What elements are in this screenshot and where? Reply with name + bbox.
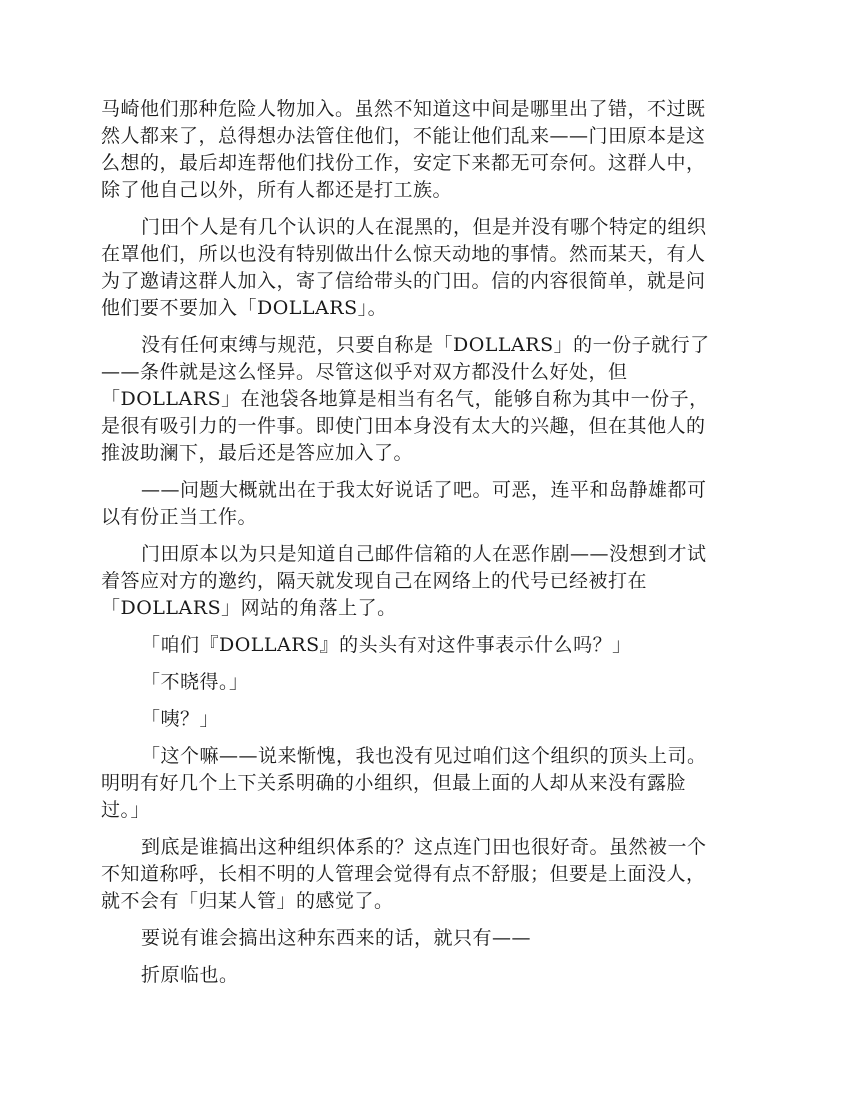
text-line: 马崎他们那种危险人物加入。虽然不知道这中间是哪里出了错，不过既 — [101, 98, 706, 120]
text-line: 明明有好几个上下关系明确的小组织，但最上面的人却从来没有露脸 — [101, 772, 687, 794]
text-line: 门田个人是有几个认识的人在混黑的，但是并没有哪个特定的组织 — [141, 216, 707, 238]
text-line: 着答应对方的邀约，隔天就发现自己在网络上的代号已经被打在 — [101, 570, 648, 592]
text-line: 「DOLLARS」在池袋各地算是相当有名气，能够自称为其中一份子， — [101, 388, 709, 410]
dialogue-line — [101, 669, 749, 696]
text-line: 过。」 — [101, 799, 151, 821]
paragraph — [101, 962, 749, 989]
text-line: 「咦？」 — [141, 708, 220, 730]
text-line: 「DOLLARS」网站的角落上了。 — [101, 597, 397, 619]
text-line: 不知道称呼，长相不明的人管理会觉得有点不舒服；但要是上面没人， — [101, 863, 706, 885]
text-line: ——条件就是这么怪异。尽管这似乎对双方都没什么好处，但 — [101, 361, 628, 383]
text-line: 么想的，最后却连帮他们找份工作，安定下来都无可奈何。这群人中， — [101, 152, 706, 174]
paragraph — [101, 332, 749, 467]
dialogue-paragraph — [101, 743, 749, 824]
text-line: 没有任何束缚与规范，只要自称是「DOLLARS」的一份子就行了 — [141, 334, 710, 356]
text-line: 就不会有「归某人管」的感觉了。 — [101, 890, 394, 912]
paragraph — [101, 214, 749, 322]
text-line: 然人都来了，总得想办法管住他们，不能让他们乱来——门田原本是这 — [101, 125, 706, 147]
paragraph — [101, 477, 749, 531]
paragraph — [101, 541, 749, 622]
text-line: 到底是谁搞出这种组织体系的？这点连门田也很好奇。虽然被一个 — [141, 836, 707, 858]
paragraph — [101, 834, 749, 915]
text-line: 「这个嘛——说来惭愧，我也没有见过咱们这个组织的顶头上司。 — [141, 745, 707, 767]
text-line: 折原临也。 — [141, 964, 239, 986]
dialogue-line — [101, 632, 749, 659]
text-line: 要说有谁会搞出这种东西来的话，就只有—— — [141, 927, 532, 949]
text-line: 「咱们『DOLLARS』的头头有对这件事表示什么吗？」 — [141, 634, 632, 656]
text-line: 门田原本以为只是知道自己邮件信箱的人在恶作剧——没想到才试 — [141, 543, 707, 565]
text-line: 为了邀请这群人加入，寄了信给带头的门田。信的内容很简单，就是问 — [101, 270, 706, 292]
text-line: ——问题大概就出在于我太好说话了吧。可恶，连平和岛静雄都可 — [141, 479, 707, 501]
text-line: 他们要不要加入「DOLLARS」。 — [101, 297, 388, 319]
paragraph — [101, 925, 749, 952]
text-line: 「不晓得。」 — [141, 671, 249, 693]
text-line: 以有份正当工作。 — [101, 506, 258, 528]
book-page — [101, 96, 749, 999]
text-line: 是很有吸引力的一件事。即使门田本身没有太大的兴趣，但在其他人的 — [101, 415, 706, 437]
text-line: 推波助澜下，最后还是答应加入了。 — [101, 442, 414, 464]
paragraph — [101, 96, 749, 204]
text-line: 除了他自己以外，所有人都还是打工族。 — [101, 179, 453, 201]
text-line: 在罩他们，所以也没有特别做出什么惊天动地的事情。然而某天，有人 — [101, 243, 706, 265]
dialogue-line — [101, 706, 749, 733]
